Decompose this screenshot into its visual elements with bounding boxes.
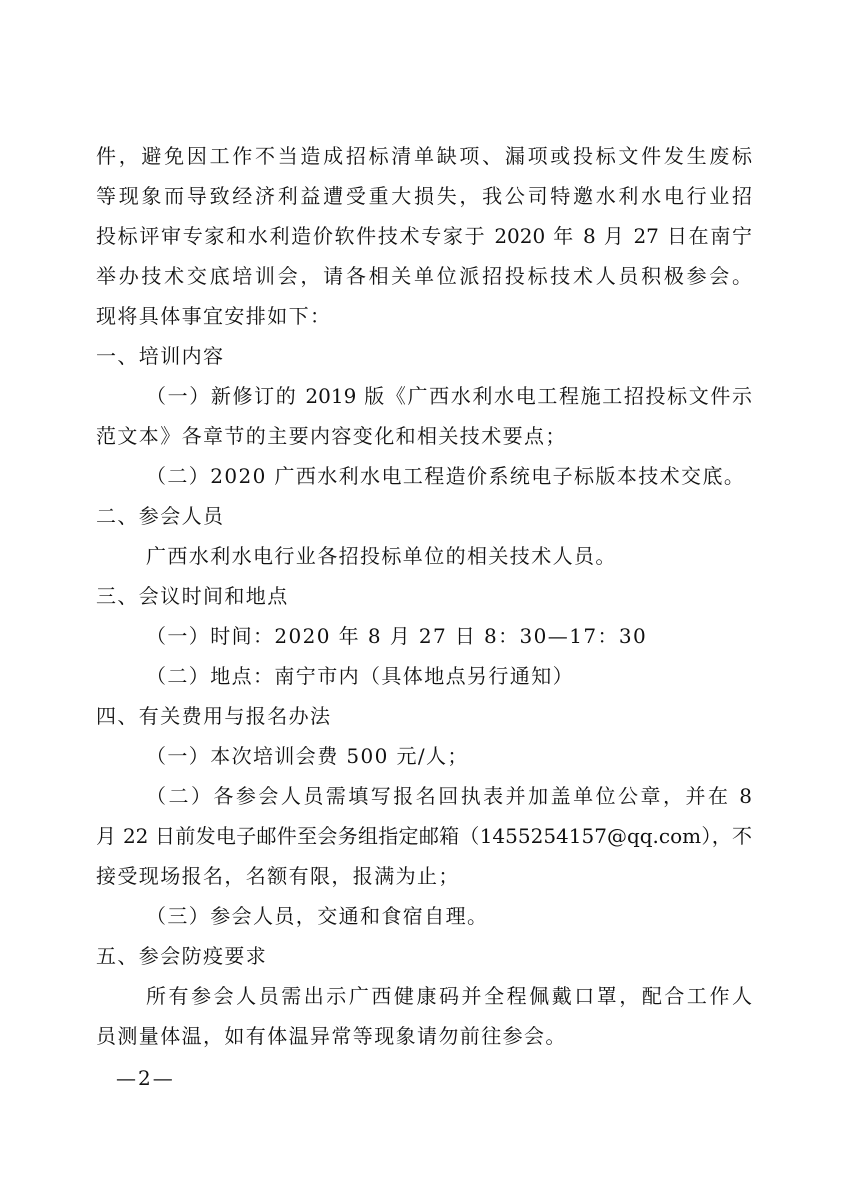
paragraph-line: （一）本次培训会费 500 元/人； [146, 744, 469, 768]
paragraph-line: 投标评审专家和水利造价软件技术专家于 2020 年 8 月 27 日在南宁 [96, 224, 752, 248]
paragraph-line: 员测量体温，如有体温异常等现象请勿前往参会。 [96, 1024, 567, 1048]
section-heading: 一、培训内容 [96, 344, 225, 368]
paragraph-line: （二）2020 广西水利水电工程造价系统电子标版本技术交底。 [146, 464, 746, 488]
paragraph-line: （二）地点：南宁市内（具体地点另行通知） [146, 664, 574, 688]
paragraph-line: 接受现场报名，名额有限，报满为止； [96, 864, 460, 888]
section-heading: 五、参会防疫要求 [96, 944, 268, 968]
page-number: —2— [116, 1066, 175, 1090]
section-heading: 四、有关费用与报名办法 [96, 704, 332, 728]
section-heading: 三、会议时间和地点 [96, 584, 289, 608]
paragraph-line: 所有参会人员需出示广西健康码并全程佩戴口罩，配合工作人 [146, 984, 752, 1008]
paragraph-line: （三）参会人员，交通和食宿自理。 [146, 904, 489, 928]
paragraph-line: （一）新修订的 2019 版《广西水利水电工程施工招投标文件示 [146, 384, 752, 408]
paragraph-line: 等现象而导致经济利益遭受重大损失，我公司特邀水利水电行业招 [96, 184, 752, 208]
paragraph-line: 现将具体事宜安排如下： [96, 304, 332, 328]
paragraph-line: 月 22 日前发电子邮件至会务组指定邮箱（1455254157@qq.com），不 [96, 824, 752, 848]
paragraph-line: （一）时间：2020 年 8 月 27 日 8：30—17：30 [146, 624, 648, 648]
paragraph-line: 广西水利水电行业各招投标单位的相关技术人员。 [146, 544, 617, 568]
paragraph-line: 举办技术交底培训会，请各相关单位派招投标技术人员积极参会。 [96, 264, 752, 288]
paragraph-line: （二）各参会人员需填写报名回执表并加盖单位公章，并在 8 [146, 784, 752, 808]
paragraph-line: 件，避免因工作不当造成招标清单缺项、漏项或投标文件发生废标 [96, 144, 752, 168]
section-heading: 二、参会人员 [96, 504, 225, 528]
paragraph-line: 范文本》各章节的主要内容变化和相关技术要点； [96, 424, 567, 448]
